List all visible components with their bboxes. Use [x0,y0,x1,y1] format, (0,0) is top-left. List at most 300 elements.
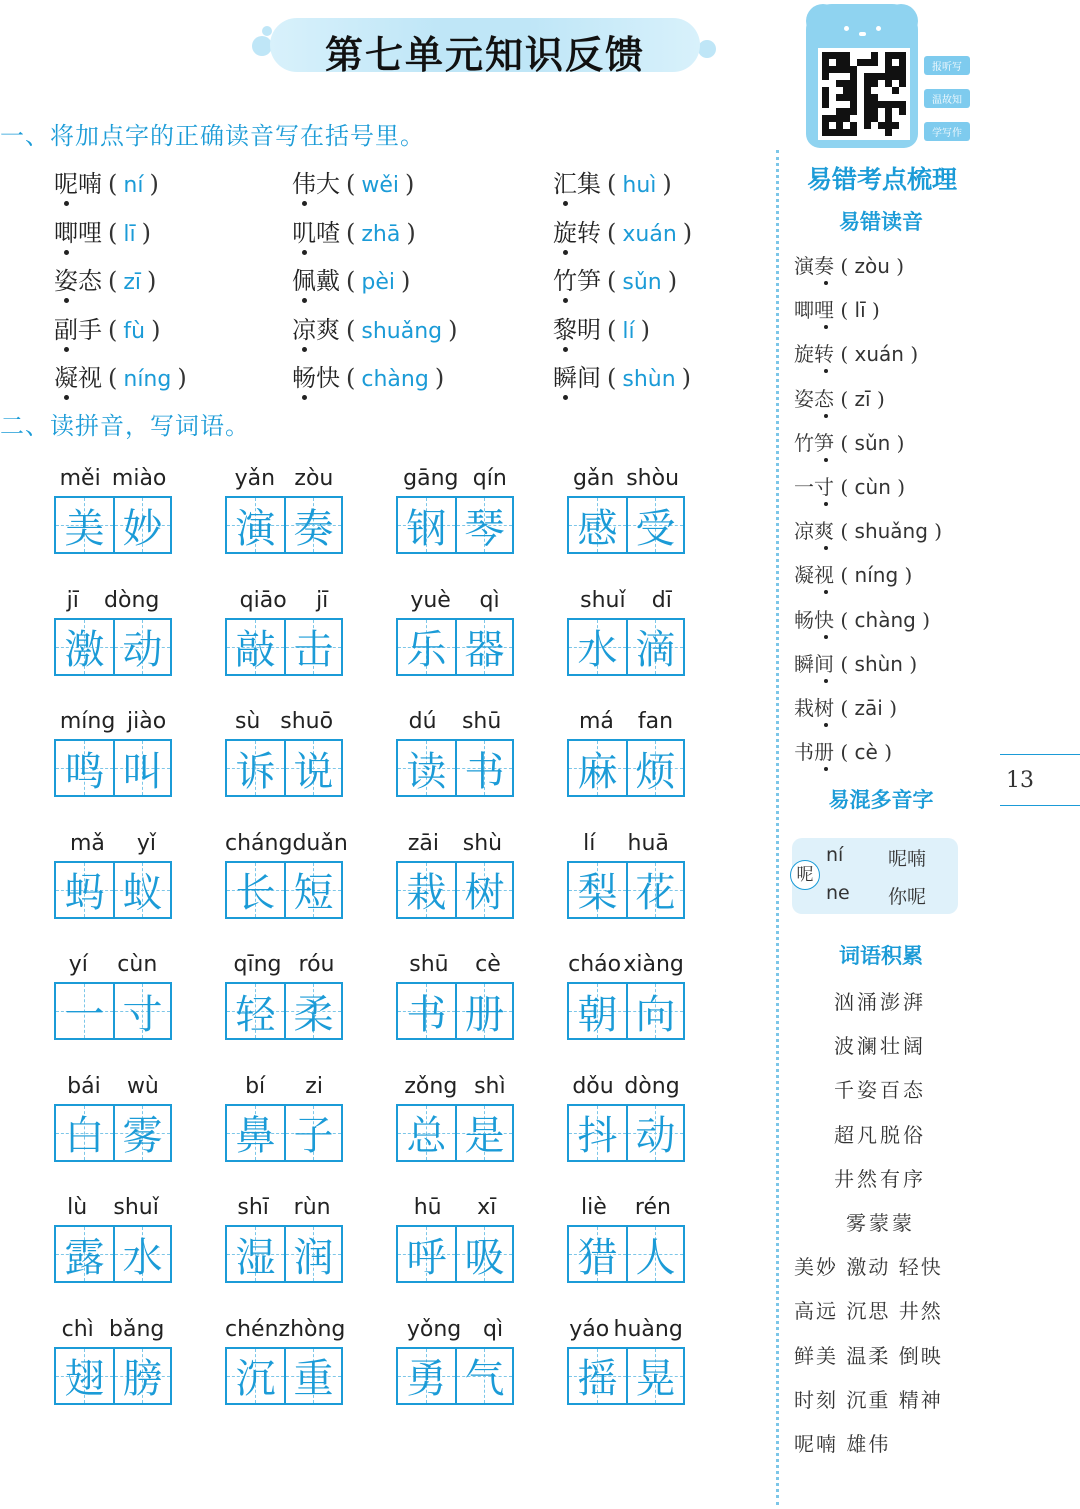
written-character: 册 [464,991,505,1038]
character-box[interactable] [398,1227,455,1281]
sidebar-pron-pinyin: cè [854,740,878,765]
pinyin-row [567,588,685,618]
pron-answer[interactable]: lí [622,318,635,344]
character-box[interactable] [284,741,341,795]
character-box[interactable] [284,863,341,917]
character-box[interactable] [56,1106,113,1160]
writing-cell [54,1317,172,1405]
character-boxes [567,982,685,1040]
character-box[interactable] [56,620,113,674]
pinyin-syllable: má [578,709,614,734]
qr-tags [924,56,970,141]
character-box[interactable] [398,863,455,917]
pron-item [54,310,166,345]
character-box[interactable] [569,741,626,795]
pinyin-syllable: dú [408,709,437,734]
pron-answer[interactable]: huì [622,173,657,198]
character-box[interactable] [56,1349,113,1403]
close-paren: ) [147,267,157,295]
pinyin-row [567,1074,685,1104]
character-box[interactable] [455,984,512,1038]
written-character: 花 [635,870,676,916]
qr-tag[interactable]: 学写作 [924,122,970,141]
pinyin-row [567,1317,685,1347]
character-box[interactable] [113,620,170,674]
character-boxes [54,1225,172,1283]
character-boxes [567,618,685,676]
character-boxes [567,739,685,797]
pinyin-syllable: xiàng [623,952,684,977]
pron-word: 姿态 [54,267,102,295]
sidebar-pron-item [794,692,897,721]
pron-item [553,310,656,345]
character-boxes [567,861,685,919]
section-2-title: 二、读拼音，写词语。 [0,412,250,440]
written-character: 动 [635,1113,676,1159]
character-box[interactable] [626,1349,683,1403]
emphasis-dot [824,414,828,418]
open-paren: ( [834,430,855,455]
written-character: 是 [464,1113,505,1159]
pron-answer[interactable]: níng [123,367,172,392]
written-character: 寸 [122,991,163,1038]
open-paren: ( [834,607,855,632]
word-wrap [553,170,601,198]
open-paren: ( [607,170,617,198]
character-box[interactable] [626,863,683,917]
pron-item [54,164,165,199]
pinyin-row [396,952,514,982]
writing-cell [567,588,685,676]
character-boxes [225,1225,343,1283]
close-paren: ) [406,218,416,247]
character-box[interactable] [227,1106,284,1160]
sidebar-pron-word: 畅快 [794,607,834,632]
emphasis-dot [563,201,568,206]
character-box[interactable] [113,1227,170,1281]
sidebar-pron-item [794,559,912,588]
open-paren: ( [834,563,855,588]
character-box[interactable] [284,1349,341,1403]
emphasis-dot [302,250,307,255]
pron-answer[interactable]: shuǎng [361,318,443,344]
pinyin-syllable: dǒu [572,1073,614,1099]
emphasis-dot [563,298,568,303]
character-box[interactable] [56,741,113,795]
sidebar-pron-pinyin: chàng [854,607,916,632]
written-character: 雾 [122,1113,163,1159]
writing-cell [567,831,685,919]
character-box[interactable] [398,1349,455,1403]
written-character: 猎 [577,1234,618,1281]
qr-code[interactable] [818,48,910,140]
sidebar-acc-title: 词语积累 [839,944,923,968]
page-title: 第七单元知识反馈 [324,33,645,77]
character-box[interactable] [227,620,284,674]
written-character: 长 [235,870,276,916]
pron-word: 副手 [54,315,102,344]
character-box[interactable] [455,863,512,917]
written-character: 麻 [577,748,618,795]
pinyin-row [567,831,685,861]
written-character: 蚁 [122,870,163,916]
written-character: 总 [406,1113,447,1159]
character-box[interactable] [113,863,170,917]
character-box[interactable] [398,984,455,1038]
pron-answer[interactable]: zī [123,270,142,295]
character-box[interactable] [284,620,341,674]
close-paren: ) [890,430,905,455]
emphasis-dot [824,325,828,329]
pinyin-syllable: zǒng [404,1073,458,1099]
open-paren: ( [108,267,118,295]
character-box[interactable] [626,498,683,552]
close-paren: ) [903,342,919,367]
character-box[interactable] [455,741,512,795]
pinyin-row [396,1195,514,1225]
character-box[interactable] [455,620,512,674]
character-box[interactable] [227,1349,284,1403]
writing-cell [567,1317,685,1405]
writing-cell [54,466,172,554]
close-paren: ) [434,364,445,392]
pinyin-syllable: míng [59,709,116,734]
open-paren: ( [834,342,855,367]
character-box[interactable] [569,1349,626,1403]
pinyin-syllable: rén [634,1195,671,1220]
pinyin-row [567,466,685,496]
character-box[interactable] [569,984,626,1038]
character-boxes [396,739,514,797]
pron-item [292,213,422,248]
title-banner [250,12,720,78]
sidebar-pron-item [794,736,892,765]
close-paren: ) [640,315,650,344]
open-paren: ( [607,218,617,247]
pron-answer[interactable]: xuán [622,221,677,247]
character-box[interactable] [626,620,683,674]
pinyin-syllable: shuǐ [113,1195,159,1220]
character-box[interactable] [284,984,341,1038]
open-paren: ( [834,475,855,499]
character-box[interactable] [626,741,683,795]
character-box[interactable] [398,741,455,795]
written-character: 朝 [577,991,618,1038]
character-boxes [396,982,514,1040]
pron-answer[interactable]: sǔn [622,270,662,295]
pinyin-syllable: shuō [280,709,334,734]
open-paren: ( [834,696,855,720]
word-wrap [794,604,834,633]
written-character: 鼻 [235,1113,276,1159]
character-boxes [396,861,514,919]
pinyin-syllable: jī [66,587,79,613]
written-character: 诉 [235,748,276,795]
character-box[interactable] [113,741,170,795]
qr-card [804,4,974,150]
emphasis-dot [563,250,568,255]
pinyin-syllable: zhòng [278,1316,346,1342]
pinyin-row [396,709,514,739]
pron-item [292,261,416,296]
character-box[interactable] [455,1349,512,1403]
written-character: 鸣 [64,748,105,795]
character-boxes [225,1347,343,1405]
idiom-item: 井然有序 [834,1166,926,1191]
character-box[interactable] [569,620,626,674]
idiom-item: 波澜壮阔 [834,1034,926,1059]
character-box[interactable] [56,863,113,917]
sidebar-pron-pinyin: zòu [854,254,890,278]
pinyin-syllable: gǎn [572,466,615,491]
pinyin-syllable: dòng [624,1073,680,1099]
writing-cell [54,1074,172,1162]
character-box[interactable] [113,1106,170,1160]
character-box[interactable] [284,1227,341,1281]
written-character: 勇 [406,1356,447,1402]
character-box[interactable] [284,498,341,552]
writing-cell [396,1317,514,1405]
writing-cell [396,952,514,1040]
close-paren: ) [915,607,931,632]
word-wrap [292,316,340,344]
sidebar-pron-word: 竹笋 [794,430,834,455]
character-box[interactable] [56,498,113,552]
pinyin-syllable: shū [409,952,449,977]
written-character: 水 [577,627,618,673]
sidebar-pron-item [794,383,885,412]
character-box[interactable] [626,984,683,1038]
pron-item [54,261,162,296]
pinyin-row [567,1195,685,1225]
close-paren: ) [889,254,905,278]
pron-word: 凉爽 [292,315,340,344]
pinyin-syllable: zòu [294,466,334,491]
written-character: 抖 [577,1113,618,1159]
pinyin-row [225,588,343,618]
character-box[interactable] [227,1227,284,1281]
pron-item [292,310,464,345]
written-character: 摇 [577,1356,618,1402]
pinyin-syllable: yáo [569,1316,610,1342]
sidebar-pron-word: 唧哩 [794,298,834,323]
writing-cell [54,952,172,1040]
written-character: 滴 [635,627,676,673]
pron-answer[interactable]: zhā [361,221,401,247]
written-character: 美 [64,505,105,552]
written-character: 子 [293,1113,334,1159]
character-box[interactable] [227,863,284,917]
pinyin-row [54,588,172,618]
character-box[interactable] [398,620,455,674]
pinyin-row [396,1317,514,1347]
open-paren: ( [108,170,118,198]
pron-item [54,358,193,393]
open-paren: ( [108,218,118,247]
word-wrap [794,515,834,544]
word-wrap [54,364,102,392]
close-paren: ) [902,651,918,676]
written-character: 钢 [406,505,447,552]
character-boxes [225,496,343,554]
pinyin-row [225,1195,343,1225]
polyphone-char: 呢 [790,860,820,890]
open-paren: ( [834,519,855,544]
written-character: 动 [122,627,163,673]
pron-answer[interactable]: shùn [622,367,676,392]
close-paren: ) [870,386,885,411]
written-character: 重 [293,1356,334,1402]
word-wrap [54,316,102,344]
character-box[interactable] [227,741,284,795]
written-character: 乐 [406,627,447,673]
pron-answer[interactable]: chàng [361,367,429,392]
pinyin-syllable: yǒng [406,1316,462,1342]
pron-answer[interactable]: fù [123,318,146,344]
pron-answer[interactable]: pèi [361,270,395,295]
pinyin-syllable: cháo [568,952,622,977]
polyphone-box [792,838,958,914]
open-paren: ( [346,218,356,247]
pinyin-row [567,709,685,739]
character-boxes [567,1225,685,1283]
character-boxes [396,618,514,676]
polyphone-word: 呢喃 [888,848,927,870]
writing-cell [225,830,348,919]
sidebar-pron-item [794,427,904,456]
pinyin-syllable: yǎn [234,466,276,491]
word-wrap [553,267,601,295]
character-box[interactable] [398,498,455,552]
character-box[interactable] [227,984,284,1038]
emphasis-dot [824,590,828,594]
written-character: 蚂 [64,870,105,916]
character-box[interactable] [398,1106,455,1160]
character-box[interactable] [227,498,284,552]
word-wrap [54,170,102,198]
close-paren: ) [151,315,161,344]
pron-answer[interactable]: lī [123,221,136,247]
character-box[interactable] [626,1227,683,1281]
written-character: 树 [464,870,505,916]
character-box[interactable] [455,1106,512,1160]
open-paren: ( [346,364,356,392]
sidebar-poly-title: 易混多音字 [828,788,934,812]
word-wrap [794,559,834,588]
writing-cell [225,588,343,676]
written-character: 琴 [464,505,505,552]
open-paren: ( [834,740,855,765]
character-box[interactable] [56,984,113,1038]
written-character: 膀 [122,1356,163,1402]
written-character: 说 [293,748,334,795]
pron-answer[interactable]: wěi [361,173,400,198]
character-box[interactable] [113,984,170,1038]
pinyin-row [225,1316,346,1347]
word-wrap [553,364,601,392]
emphasis-dot [302,298,307,303]
character-boxes [54,496,172,554]
close-paren: ) [177,364,187,392]
sidebar-pron-item [794,338,918,367]
character-boxes [54,982,172,1040]
pron-answer[interactable]: ní [123,173,144,198]
sidebar-pron-pinyin: xuán [854,342,904,367]
character-box[interactable] [113,498,170,552]
written-character: 湿 [235,1234,276,1281]
character-box[interactable] [626,1106,683,1160]
written-character: 奏 [293,505,334,552]
word-group-item: 时刻 沉重 精神 [794,1387,943,1412]
character-box[interactable] [569,863,626,917]
emphasis-dot [64,298,69,303]
writing-cell [54,831,172,919]
sidebar-pron-word: 旋转 [794,342,834,367]
character-box[interactable] [56,1227,113,1281]
written-character: 向 [635,991,676,1038]
written-character: 感 [577,505,618,552]
character-box[interactable] [569,1227,626,1281]
pinyin-syllable: huā [627,830,669,856]
writing-cell [396,466,514,554]
close-paren: ) [401,267,411,295]
close-paren: ) [448,315,458,344]
written-character: 沉 [235,1356,276,1402]
writing-cell [225,1195,343,1283]
pinyin-syllable: cùn [117,952,158,977]
pinyin-syllable: qiāo [239,587,287,613]
open-paren: ( [834,386,855,411]
pinyin-syllable: zi [305,1073,323,1099]
character-box[interactable] [113,1349,170,1403]
pinyin-syllable: yǐ [136,830,157,856]
emphasis-dot [64,250,69,255]
qr-tag[interactable]: 报听写 [924,56,970,75]
sidebar-divider [776,150,779,1505]
pron-item [553,358,697,393]
character-box[interactable] [284,1106,341,1160]
character-boxes [396,1347,514,1405]
pinyin-syllable: měi [59,466,101,491]
writing-cell [567,466,685,554]
pron-word: 唧哩 [54,218,102,247]
pinyin-syllable: shù [462,830,503,856]
character-boxes [225,861,343,919]
pinyin-syllable: róu [298,952,335,977]
emphasis-dot [824,502,828,506]
sidebar-pron-pinyin: sǔn [854,430,891,455]
character-box[interactable] [455,498,512,552]
emphasis-dot [563,395,568,400]
written-character: 栽 [406,870,447,916]
polyphone-pinyin: ní [826,844,844,866]
written-character: 水 [122,1234,163,1281]
written-character: 柔 [293,991,334,1038]
written-character: 烦 [635,748,676,795]
sidebar-pron-item [794,515,942,544]
sidebar-pron-item [794,648,917,677]
close-paren: ) [667,267,678,295]
pinyin-syllable: liè [581,1195,607,1220]
character-box[interactable] [455,1227,512,1281]
character-box[interactable] [569,498,626,552]
qr-tag[interactable]: 温故知 [924,89,970,108]
emphasis-dot [824,767,828,771]
character-boxes [225,618,343,676]
character-box[interactable] [569,1106,626,1160]
idiom-item: 汹涌澎湃 [834,990,926,1014]
pinyin-syllable: bǎng [109,1316,165,1342]
